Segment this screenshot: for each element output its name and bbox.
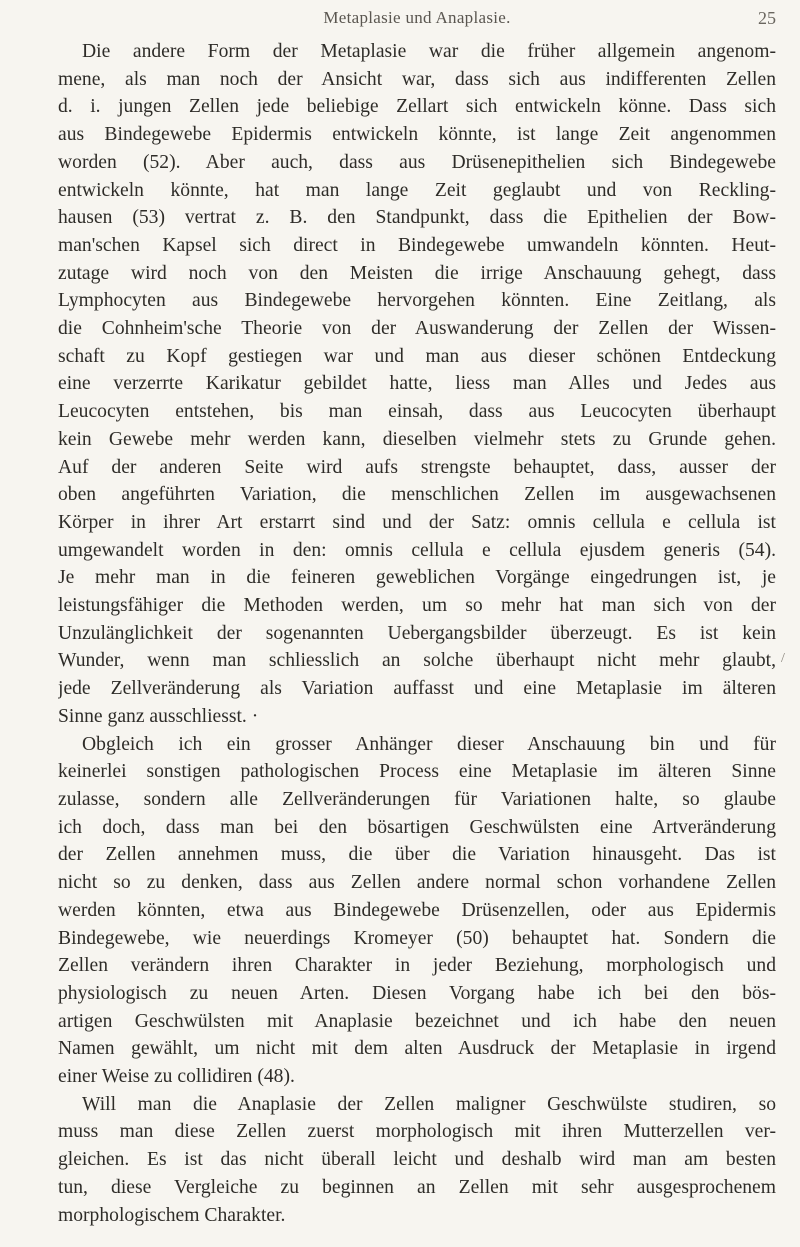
text-line: kein Gewebe mehr werden kann, dieselben vielmehr stets zu Grunde gehen. (58, 428, 776, 450)
text-line: entwickeln könnte, hat man lange Zeit geglaubt und von Reckling- (58, 179, 776, 201)
text-line: d. i. jungen Zellen jede beliebige Zellart sich entwickeln könne. Dass sich (58, 96, 776, 118)
text-line: Leucocyten entstehen, bis man einsah, dass aus Leucocyten überhaupt (58, 401, 776, 423)
text-line: Auf der anderen Seite wird aufs strengste behauptet, dass, ausser der (58, 456, 776, 478)
paragraph (58, 1091, 776, 1230)
text-line: physiologisch zu neuen Arten. Diesen Vorgang habe ich bei den bös- (58, 982, 776, 1004)
text-line: einer Weise zu collidiren (48). (58, 1066, 295, 1088)
text-line: leistungsfähiger die Methoden werden, um so mehr hat man sich von der (58, 595, 776, 617)
text-line: die Cohnheim'sche Theorie von der Auswanderung der Zellen der Wissen- (58, 318, 776, 340)
text-line: man'schen Kapsel sich direct in Bindegewebe umwandeln könnten. Heut- (58, 234, 776, 256)
text-line: eine verzerrte Karikatur gebildet hatte, liess man Alles und Jedes aus (58, 373, 776, 395)
text-line: artigen Geschwülsten mit Anaplasie bezeichnet und ich habe den neuen (58, 1010, 776, 1032)
running-title: Metaplasie und Anaplasie. (323, 8, 511, 27)
text-line: Sinne ganz ausschliesst. · (58, 705, 259, 727)
text-line: Körper in ihrer Art erstarrt sind und der Satz: omnis cellula e cellula ist (58, 511, 776, 533)
text-line: Will man die Anaplasie der Zellen maligner Geschwülste studiren, so (82, 1093, 776, 1115)
margin-mark: / (781, 651, 785, 666)
text-line: Wunder, wenn man schliesslich an solche überhaupt nicht mehr glaubt, (58, 650, 776, 672)
text-line: aus Bindegewebe Epidermis entwickeln könnte, ist lange Zeit angenommen (58, 124, 776, 146)
text-line: worden (52). Aber auch, dass aus Drüsenepithelien sich Bindegewebe (58, 151, 776, 173)
text-line: Zellen verändern ihren Charakter in jeder Beziehung, morphologisch und (58, 955, 776, 977)
page-number: 25 (758, 8, 776, 28)
text-line: Namen gewählt, um nicht mit dem alten Ausdruck der Metaplasie in irgend (58, 1038, 776, 1060)
text-line: Bindegewebe, wie neuerdings Kromeyer (50) behauptet hat. Sondern die (58, 927, 776, 949)
text-line: ich doch, dass man bei den bösartigen Geschwülsten eine Artveränderung (58, 816, 776, 838)
text-line: gleichen. Es ist das nicht überall leicht und deshalb wird man am besten (58, 1149, 776, 1171)
running-head (58, 8, 776, 34)
text-line: keinerlei sonstigen pathologischen Process eine Metaplasie im älteren Sinne (58, 761, 776, 783)
text-line: Unzulänglichkeit der sogenannten Uebergangsbilder überzeugt. Es ist kein (58, 622, 776, 644)
text-line: Lymphocyten aus Bindegewebe hervorgehen könnten. Eine Zeitlang, als (58, 290, 776, 312)
text-line: der Zellen annehmen muss, die über die Variation hinausgeht. Das ist (58, 844, 776, 866)
text-line: schaft zu Kopf gestiegen war und man aus dieser schönen Entdeckung (58, 345, 776, 367)
text-line: zulasse, sondern alle Zellveränderungen für Variationen halte, so glaube (58, 788, 776, 810)
text-line: Die andere Form der Metaplasie war die früher allgemein angenom- (82, 41, 776, 62)
text-line: mene, als man noch der Ansicht war, dass sich aus indifferenten Zellen (58, 68, 776, 90)
paragraph (58, 38, 776, 731)
text-line: werden könnten, etwa aus Bindegewebe Drüsenzellen, oder aus Epidermis (58, 899, 776, 921)
text-line: oben angeführten Variation, die menschlichen Zellen im ausgewachsenen (58, 484, 776, 506)
paragraph (58, 731, 776, 1091)
text-line: Je mehr man in die feineren geweblichen Vorgänge eingedrungen ist, je (58, 567, 776, 589)
text-line: tun, diese Vergleiche zu beginnen an Zellen mit sehr ausgesprochenem (58, 1176, 776, 1198)
text-line: nicht so zu denken, dass aus Zellen andere normal schon vorhandene Zellen (58, 872, 776, 894)
text-line: muss man diese Zellen zuerst morphologisch mit ihren Mutterzellen ver- (58, 1121, 776, 1143)
text-line: jede Zellveränderung als Variation auffasst und eine Metaplasie im älteren (58, 678, 776, 700)
text-line: Obgleich ich ein grosser Anhänger dieser Anschauung bin und für (82, 733, 776, 755)
text-line: morphologischem Charakter. (58, 1204, 286, 1226)
text-line: umgewandelt worden in den: omnis cellula e cellula ejusdem generis (54). (58, 539, 776, 561)
text-line: zutage wird noch von den Meisten die irrige Anschauung gehegt, dass (58, 262, 776, 284)
body-text (58, 38, 776, 1229)
text-line: hausen (53) vertrat z. B. den Standpunkt, dass die Epithelien der Bow- (58, 207, 776, 229)
